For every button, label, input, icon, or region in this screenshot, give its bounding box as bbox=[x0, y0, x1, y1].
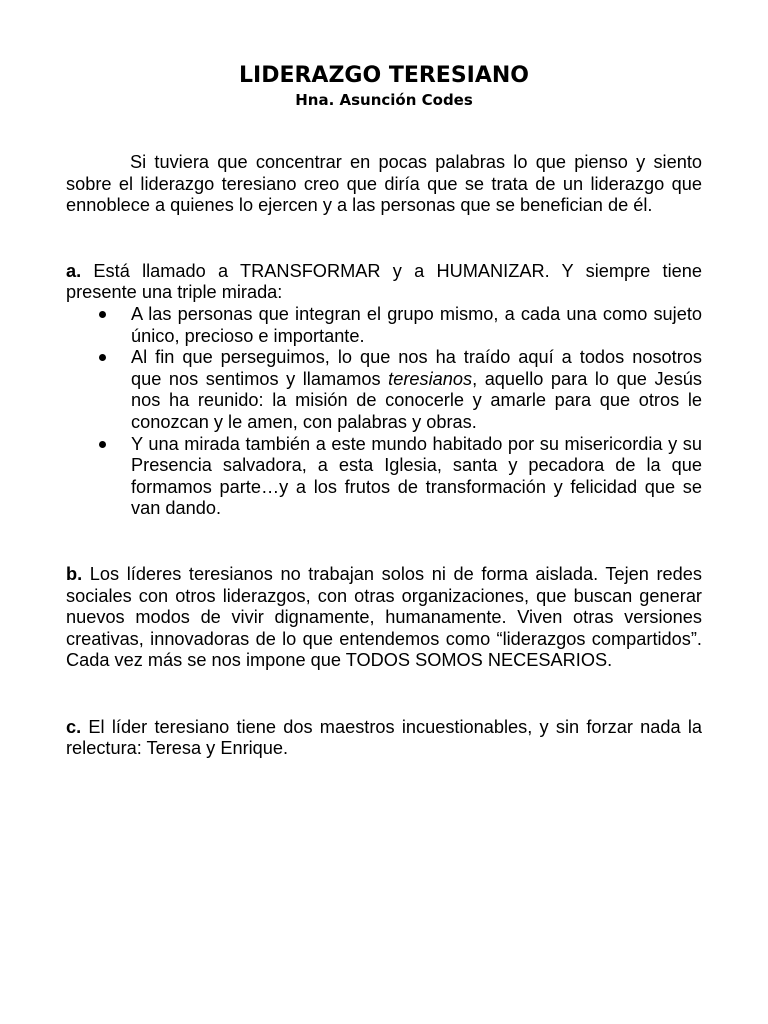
intro-paragraph: Si tuviera que concentrar en pocas palabras lo que pienso y siento sobre el liderazgo teresiano creo que diría que se trata de un liderazgo que ennoblece a quienes lo ejercen y a las personas que se benefician de él. bbox=[66, 152, 702, 216]
bullet-icon bbox=[99, 354, 106, 361]
bullet-item bbox=[66, 304, 702, 347]
section-a-bullet-list bbox=[66, 304, 702, 520]
bullet-icon bbox=[99, 311, 106, 318]
document-title: LIDERAZGO TERESIANO bbox=[238, 63, 529, 88]
bullet-text: A las personas que integran el grupo mismo, a cada una como sujeto único, precioso e importante. bbox=[131, 303, 702, 346]
bullet-text: Y una mirada también a este mundo habitado por su misericordia y su Presencia salvadora, a esta Iglesia, santa y pecadora de la que formamos parte…y a los frutos de transformación y felicidad que se van dando. bbox=[131, 433, 702, 519]
bullet-item bbox=[66, 434, 702, 520]
section-c-marker: c. bbox=[66, 716, 82, 737]
section-c-text: El líder teresiano tiene dos maestros incuestionables, y sin forzar nada la relectura: Teresa y Enrique. bbox=[66, 716, 702, 759]
bullet-text-after: , aquello para lo que Jesús nos ha reunido: la misión de conocerle y amarle para que otros le conozcan y le amen, con palabras y obras. bbox=[131, 368, 702, 432]
section-a-paragraph bbox=[66, 261, 702, 304]
section-b-marker: b. bbox=[66, 563, 83, 584]
section-a-text: Está llamado a TRANSFORMAR y a HUMANIZAR. Y siempre tiene presente una triple mirada: bbox=[66, 260, 702, 303]
section-c-paragraph bbox=[66, 717, 702, 760]
section-a bbox=[66, 261, 702, 520]
section-b-paragraph bbox=[66, 564, 702, 672]
document-page bbox=[66, 62, 702, 760]
bullet-text-before: Al fin que perseguimos, lo que nos ha traído aquí a todos nosotros que nos sentimos y llamamos bbox=[131, 347, 702, 389]
bullet-item bbox=[66, 347, 702, 433]
section-b-text: Los líderes teresianos no trabajan solos ni de forma aislada. Tejen redes sociales con otros liderazgos, con otras organizaciones, que buscan generar nuevos modos de vivir dignamente, humanamente. Viven otras versiones creativas, innovadoras de lo que entendemos como “liderazgos compartidos”. Cada vez más se nos impone que TODOS SOMOS NECESARIOS. bbox=[66, 563, 702, 671]
document-author: Hna. Asunción Codes bbox=[295, 91, 473, 109]
section-a-marker: a. bbox=[66, 260, 82, 281]
bullet-emphasis: teresianos bbox=[388, 368, 473, 389]
bullet-icon bbox=[99, 441, 106, 448]
